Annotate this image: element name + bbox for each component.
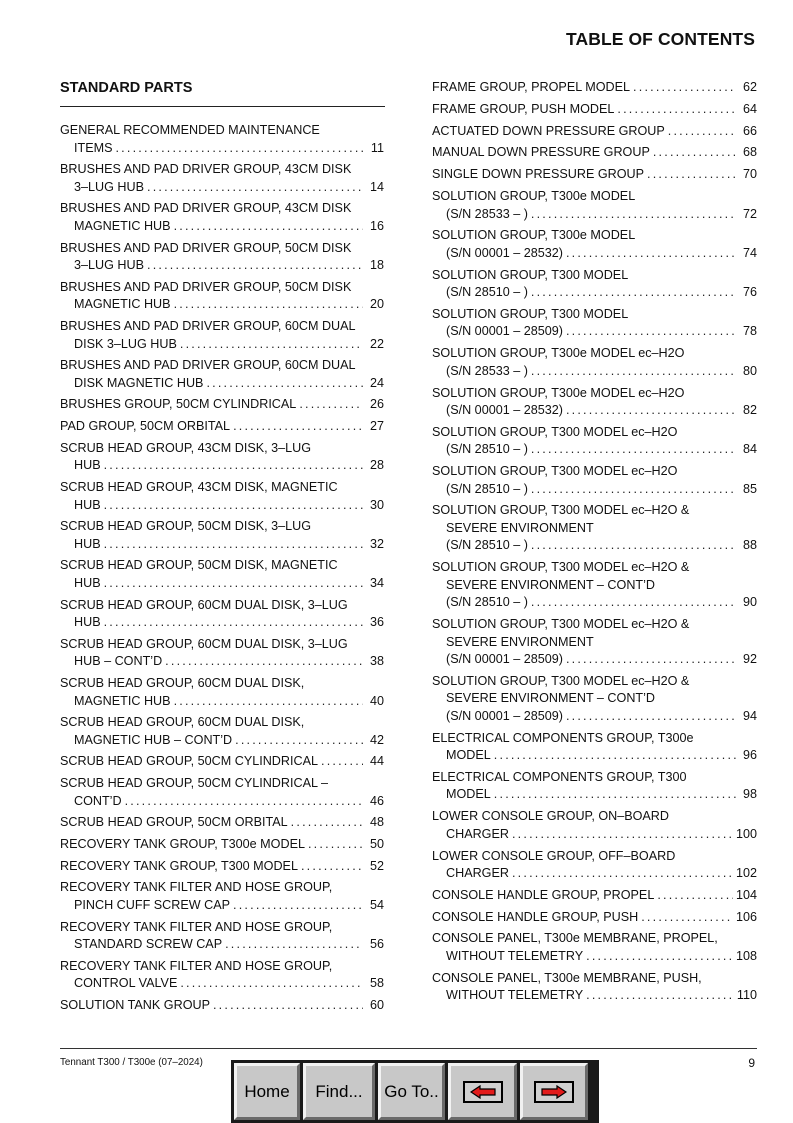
toc-page-number: 46 xyxy=(369,793,384,808)
toc-entry-title: SOLUTION GROUP, T300e MODEL ec–H2O xyxy=(432,346,685,361)
toc-entry-title: CONT’D xyxy=(74,793,122,808)
toc-entry[interactable] xyxy=(432,673,757,726)
previous-page-button[interactable] xyxy=(448,1063,517,1120)
toc-page-number: 74 xyxy=(742,245,757,260)
toc-entry-title: FRAME GROUP, PUSH MODEL xyxy=(432,101,615,116)
dot-leader xyxy=(494,786,736,803)
toc-entry[interactable] xyxy=(60,396,384,414)
toc-entry-title: CONSOLE HANDLE GROUP, PUSH xyxy=(432,909,639,924)
dot-leader xyxy=(494,747,736,764)
dot-leader xyxy=(566,245,736,262)
toc-entry-title: SEVERE ENVIRONMENT – CONT’D xyxy=(446,577,655,592)
dot-leader xyxy=(147,179,363,196)
toc-page-number: 26 xyxy=(369,397,384,412)
dot-leader xyxy=(104,614,363,631)
toc-entry[interactable] xyxy=(432,385,757,420)
toc-entry-title: (S/N 28510 – ) xyxy=(446,595,528,610)
toc-page-number: 84 xyxy=(742,442,757,457)
dot-leader xyxy=(213,997,363,1014)
toc-entry[interactable] xyxy=(432,123,757,141)
toc-page-number: 20 xyxy=(369,297,384,312)
dot-leader xyxy=(291,814,363,831)
dot-leader xyxy=(531,363,736,380)
dot-leader xyxy=(647,166,736,183)
toc-entry-title: PAD GROUP, 50CM ORBITAL xyxy=(60,419,231,434)
toc-entry[interactable] xyxy=(432,227,757,262)
toc-entry-title: GENERAL RECOMMENDED MAINTENANCE xyxy=(60,123,320,137)
toc-entry[interactable] xyxy=(60,418,384,436)
toc-page-number: 96 xyxy=(742,748,757,763)
toc-page-number: 76 xyxy=(742,285,757,300)
toc-entry-title: 3–LUG HUB xyxy=(74,258,144,273)
navigation-bar xyxy=(231,1060,599,1123)
dot-leader xyxy=(617,101,736,118)
dot-leader xyxy=(104,536,363,553)
toc-entry[interactable] xyxy=(60,714,384,749)
toc-entry-title: RECOVERY TANK FILTER AND HOSE GROUP, xyxy=(60,958,333,973)
toc-entry-title: MODEL xyxy=(446,748,491,763)
toc-entry[interactable] xyxy=(432,930,757,965)
toc-entry-title: SOLUTION GROUP, T300 MODEL ec–H2O & xyxy=(432,673,690,688)
footer-page-number: 9 xyxy=(748,1056,755,1070)
toc-entry[interactable] xyxy=(60,479,384,514)
toc-page-number: 100 xyxy=(735,826,757,841)
toc-entry-title: SCRUB HEAD GROUP, 60CM DUAL DISK, xyxy=(60,715,305,730)
toc-page-number: 50 xyxy=(369,837,384,851)
toc-entry[interactable] xyxy=(432,144,757,162)
toc-entry[interactable] xyxy=(60,518,384,553)
dot-leader xyxy=(512,865,733,882)
dot-leader xyxy=(225,936,363,953)
toc-entry-title: DISK 3–LUG HUB xyxy=(74,336,177,351)
toc-entry[interactable] xyxy=(60,775,384,810)
toc-entry-title: BRUSHES AND PAD DRIVER GROUP, 50CM DISK xyxy=(60,279,352,294)
toc-page-number: 106 xyxy=(735,909,757,924)
toc-entry-title: SCRUB HEAD GROUP, 60CM DUAL DISK, xyxy=(60,676,305,690)
toc-entry-title: SOLUTION GROUP, T300 MODEL xyxy=(432,306,629,321)
toc-entry-title: RECOVERY TANK GROUP, T300e MODEL xyxy=(60,837,305,851)
toc-entry-title: SCRUB HEAD GROUP, 60CM DUAL DISK, 3–LUG xyxy=(60,597,348,612)
toc-page-number: 64 xyxy=(742,101,757,116)
toc-entry-title: SEVERE ENVIRONMENT – CONT’D xyxy=(446,691,655,706)
toc-page-number: 78 xyxy=(742,324,757,339)
dot-leader xyxy=(566,323,736,340)
toc-entry[interactable] xyxy=(60,357,384,392)
dot-leader xyxy=(147,257,363,274)
toc-entry[interactable] xyxy=(432,887,757,905)
toc-entry-title: WITHOUT TELEMETRY xyxy=(446,948,584,963)
toc-entry[interactable] xyxy=(432,345,757,380)
left-arrow-icon xyxy=(463,1081,503,1103)
toc-entry-title: MAGNETIC HUB – CONT’D xyxy=(74,732,233,747)
toc-page-number: 82 xyxy=(742,403,757,417)
toc-entry[interactable] xyxy=(432,267,757,302)
toc-page-number: 66 xyxy=(742,123,757,138)
dot-leader xyxy=(308,836,363,853)
dot-leader xyxy=(566,708,736,725)
toc-page-number: 48 xyxy=(369,815,384,830)
toc-entry-title: HUB xyxy=(74,458,101,473)
dot-leader xyxy=(633,79,736,96)
toc-page-number: 18 xyxy=(369,258,384,273)
toc-entry-title: MODEL xyxy=(446,787,491,802)
toc-entry[interactable] xyxy=(60,597,384,632)
toc-entry-title: SCRUB HEAD GROUP, 43CM DISK, MAGNETIC xyxy=(60,480,338,494)
dot-leader xyxy=(531,441,736,458)
dot-leader xyxy=(301,858,363,875)
toc-entry-title: (S/N 28533 – ) xyxy=(446,363,528,378)
toc-entry-title: SOLUTION GROUP, T300e MODEL xyxy=(432,228,636,243)
toc-page-number: 38 xyxy=(369,654,384,669)
toc-entry-title: 3–LUG HUB xyxy=(74,179,144,194)
toc-entry-title: MAGNETIC HUB xyxy=(74,218,171,233)
toc-entry-title: FRAME GROUP, PROPEL MODEL xyxy=(432,80,631,94)
toc-entry[interactable] xyxy=(432,616,757,669)
dot-leader xyxy=(586,948,733,965)
toc-entry-title: SOLUTION GROUP, T300 MODEL xyxy=(432,267,629,282)
toc-entry-title: RECOVERY TANK GROUP, T300 MODEL xyxy=(60,858,298,873)
toc-entry[interactable] xyxy=(432,79,757,97)
toc-entry[interactable] xyxy=(60,122,384,157)
dot-leader xyxy=(657,887,733,904)
toc-page-number: 108 xyxy=(735,948,757,963)
toc-page-number: 102 xyxy=(735,866,757,880)
toc-entry-title: SOLUTION GROUP, T300 MODEL ec–H2O xyxy=(432,424,678,439)
toc-entry-title: BRUSHES AND PAD DRIVER GROUP, 60CM DUAL xyxy=(60,319,356,333)
toc-entry[interactable] xyxy=(432,424,757,459)
dot-leader xyxy=(566,402,736,419)
toc-entry-title: DISK MAGNETIC HUB xyxy=(74,375,204,390)
dot-leader xyxy=(531,206,736,223)
toc-page-number: 80 xyxy=(742,363,757,378)
toc-entry[interactable] xyxy=(60,997,384,1015)
toc-page-number: 16 xyxy=(369,218,384,233)
toc-page-number: 92 xyxy=(742,652,757,666)
section-divider xyxy=(60,106,385,107)
toc-entry-title: HUB xyxy=(74,575,101,590)
toc-entry[interactable] xyxy=(432,101,757,119)
toc-entry-title: BRUSHES GROUP, 50CM CYLINDRICAL xyxy=(60,397,297,412)
toc-page-number: 36 xyxy=(369,615,384,630)
toc-entry-title: PINCH CUFF SCREW CAP xyxy=(74,897,231,912)
dot-leader xyxy=(531,284,736,301)
toc-entry-title: (S/N 28510 – ) xyxy=(446,285,528,300)
toc-page-number: 60 xyxy=(369,998,384,1012)
toc-entry-title: ACTUATED DOWN PRESSURE GROUP xyxy=(432,123,665,138)
dot-leader xyxy=(104,497,363,514)
toc-entry-title: ITEMS xyxy=(74,140,113,155)
dot-leader xyxy=(566,651,736,668)
toc-page-number: 30 xyxy=(369,497,384,512)
toc-entry-title: (S/N 00001 – 28532) xyxy=(446,403,563,417)
dot-leader xyxy=(115,140,363,157)
toc-entry[interactable] xyxy=(432,769,757,804)
toc-entry-title: BRUSHES AND PAD DRIVER GROUP, 50CM DISK xyxy=(60,240,352,255)
dot-leader xyxy=(586,987,734,1004)
right-arrow-icon xyxy=(534,1081,574,1103)
toc-entry[interactable] xyxy=(432,166,757,184)
toc-page-number: 14 xyxy=(369,179,384,194)
dot-leader xyxy=(235,732,363,749)
footer-divider xyxy=(60,1048,757,1049)
dot-leader xyxy=(165,653,363,670)
dot-leader xyxy=(531,537,736,554)
dot-leader xyxy=(531,594,736,611)
toc-page-number: 56 xyxy=(369,937,384,952)
toc-entry-title: BRUSHES AND PAD DRIVER GROUP, 43CM DISK xyxy=(60,201,352,216)
toc-entry-title: ELECTRICAL COMPONENTS GROUP, T300e xyxy=(432,730,694,745)
toc-entry[interactable] xyxy=(432,188,757,223)
toc-entry[interactable] xyxy=(60,919,384,954)
toc-entry-title: ELECTRICAL COMPONENTS GROUP, T300 xyxy=(432,769,687,784)
dot-leader xyxy=(653,144,736,161)
dot-leader xyxy=(668,123,736,140)
toc-entry[interactable] xyxy=(60,836,384,854)
toc-entry-title: SEVERE ENVIRONMENT xyxy=(446,634,594,649)
toc-page-number: 88 xyxy=(742,538,757,553)
toc-entry-title: SCRUB HEAD GROUP, 50CM DISK, MAGNETIC xyxy=(60,558,338,573)
toc-entry-title: MAGNETIC HUB xyxy=(74,693,171,708)
toc-entry-title: SOLUTION GROUP, T300 MODEL ec–H2O & xyxy=(432,617,690,631)
dot-leader xyxy=(531,481,736,498)
toc-entry[interactable] xyxy=(60,200,384,235)
toc-page-number: 27 xyxy=(369,419,384,434)
toc-page-number: 32 xyxy=(369,536,384,551)
toc-entry-title: LOWER CONSOLE GROUP, OFF–BOARD xyxy=(432,848,676,863)
toc-entry-title: MAGNETIC HUB xyxy=(74,297,171,312)
toc-page-number: 62 xyxy=(742,80,757,94)
toc-entry-title: SOLUTION TANK GROUP xyxy=(60,998,210,1012)
toc-entry-title: SINGLE DOWN PRESSURE GROUP xyxy=(432,167,645,182)
toc-entry[interactable] xyxy=(432,463,757,498)
toc-entry[interactable] xyxy=(60,440,384,475)
toc-entry-title: (S/N 28533 – ) xyxy=(446,206,528,221)
toc-entry[interactable] xyxy=(60,879,384,914)
toc-entry-title: SOLUTION GROUP, T300e MODEL xyxy=(432,189,636,203)
toc-entry-title: SCRUB HEAD GROUP, 50CM CYLINDRICAL – xyxy=(60,776,329,791)
dot-leader xyxy=(512,826,733,843)
dot-leader xyxy=(641,909,733,926)
toc-entry-title: (S/N 28510 – ) xyxy=(446,442,528,457)
toc-entry-title: HUB – CONT’D xyxy=(74,654,163,669)
toc-page-number: 68 xyxy=(742,145,757,160)
toc-page-number: 70 xyxy=(742,167,757,182)
toc-entry[interactable] xyxy=(60,858,384,876)
goto-button[interactable]: Go To.. xyxy=(378,1063,445,1120)
toc-page-number: 85 xyxy=(742,481,757,496)
toc-entry-title: CONSOLE HANDLE GROUP, PROPEL xyxy=(432,887,655,902)
toc-entry-title: (S/N 28510 – ) xyxy=(446,481,528,496)
toc-entry-title: STANDARD SCREW CAP xyxy=(74,937,223,952)
toc-entry-title: SOLUTION GROUP, T300e MODEL ec–H2O xyxy=(432,385,685,400)
toc-entry[interactable] xyxy=(60,814,384,832)
toc-entry[interactable] xyxy=(432,848,757,883)
toc-page-number: 40 xyxy=(369,693,384,708)
toc-entry-title: CHARGER xyxy=(446,866,509,880)
toc-entry-title: MANUAL DOWN PRESSURE GROUP xyxy=(432,145,650,160)
toc-entry[interactable] xyxy=(432,909,757,927)
toc-entry[interactable] xyxy=(432,559,757,612)
toc-page-number: 110 xyxy=(736,988,757,1003)
toc-page-number: 42 xyxy=(369,732,384,747)
toc-entry[interactable] xyxy=(60,675,384,710)
section-heading: STANDARD PARTS xyxy=(60,80,193,96)
toc-page-number: 72 xyxy=(742,206,757,221)
dot-leader xyxy=(174,693,363,710)
toc-page-number: 28 xyxy=(369,458,384,473)
toc-entry[interactable] xyxy=(60,753,384,771)
toc-page-number: 11 xyxy=(370,140,384,155)
home-button[interactable]: Home xyxy=(234,1063,300,1120)
toc-entry-title: SCRUB HEAD GROUP, 43CM DISK, 3–LUG xyxy=(60,440,312,455)
toc-page-number: 54 xyxy=(369,897,384,912)
toc-entry-title: SCRUB HEAD GROUP, 60CM DUAL DISK, 3–LUG xyxy=(60,636,348,651)
dot-leader xyxy=(299,396,363,413)
toc-entry-title: (S/N 00001 – 28509) xyxy=(446,652,563,666)
dot-leader xyxy=(321,753,363,770)
dot-leader xyxy=(174,218,363,235)
toc-page-number: 90 xyxy=(742,595,757,610)
toc-entry-title: (S/N 00001 – 28532) xyxy=(446,245,563,260)
dot-leader xyxy=(180,336,363,353)
toc-entry[interactable] xyxy=(60,958,384,993)
toc-entry-title: SOLUTION GROUP, T300 MODEL ec–H2O & xyxy=(432,503,690,518)
toc-entry-title: RECOVERY TANK FILTER AND HOSE GROUP, xyxy=(60,919,333,934)
toc-entry-title: SOLUTION GROUP, T300 MODEL ec–H2O xyxy=(432,464,678,479)
toc-entry-title: CONSOLE PANEL, T300e MEMBRANE, PUSH, xyxy=(432,970,702,985)
toc-entry[interactable] xyxy=(432,808,757,843)
dot-leader xyxy=(233,897,363,914)
toc-entry[interactable] xyxy=(60,279,384,314)
dot-leader xyxy=(233,418,363,435)
toc-entry-title: (S/N 00001 – 28509) xyxy=(446,324,563,339)
toc-entry[interactable] xyxy=(432,970,757,1005)
toc-page-number: 34 xyxy=(369,575,384,590)
find-button[interactable]: Find... xyxy=(303,1063,375,1120)
footer-doc-id: Tennant T300 / T300e (07–2024) xyxy=(60,1057,203,1068)
toc-page-number: 22 xyxy=(369,336,384,351)
toc-entry-title: RECOVERY TANK FILTER AND HOSE GROUP, xyxy=(60,880,333,895)
toc-entry-title: CHARGER xyxy=(446,826,509,841)
toc-entry[interactable] xyxy=(432,730,757,765)
toc-entry-title: LOWER CONSOLE GROUP, ON–BOARD xyxy=(432,809,669,824)
dot-leader xyxy=(104,575,363,592)
toc-entry-title: WITHOUT TELEMETRY xyxy=(446,988,584,1003)
toc-page-number: 98 xyxy=(742,787,757,802)
toc-page-number: 58 xyxy=(369,976,384,991)
toc-entry-title: CONTROL VALVE xyxy=(74,976,178,991)
toc-entry-title: SEVERE ENVIRONMENT xyxy=(446,520,594,535)
dot-leader xyxy=(174,296,363,313)
toc-entry-title: BRUSHES AND PAD DRIVER GROUP, 43CM DISK xyxy=(60,162,352,177)
toc-entry-title: HUB xyxy=(74,497,101,512)
next-page-button[interactable] xyxy=(520,1063,588,1120)
toc-entry[interactable] xyxy=(432,306,757,341)
toc-entry-title: SCRUB HEAD GROUP, 50CM CYLINDRICAL xyxy=(60,754,318,769)
toc-entry[interactable] xyxy=(432,502,757,555)
dot-leader xyxy=(180,975,363,992)
dot-leader xyxy=(104,457,363,474)
toc-entry-title: BRUSHES AND PAD DRIVER GROUP, 60CM DUAL xyxy=(60,358,356,373)
toc-entry[interactable] xyxy=(60,240,384,275)
dot-leader xyxy=(206,375,363,392)
toc-entry[interactable] xyxy=(60,636,384,671)
toc-page-number: 104 xyxy=(735,887,757,902)
dot-leader xyxy=(125,793,363,810)
toc-entry-title: SCRUB HEAD GROUP, 50CM DISK, 3–LUG xyxy=(60,519,312,534)
toc-entry-title: (S/N 00001 – 28509) xyxy=(446,708,563,723)
toc-entry-title: (S/N 28510 – ) xyxy=(446,538,528,553)
toc-page-number: 24 xyxy=(369,375,384,390)
page-title: TABLE OF CONTENTS xyxy=(565,29,755,49)
toc-entry[interactable] xyxy=(60,161,384,196)
toc-entry[interactable] xyxy=(60,557,384,592)
toc-entry-title: HUB xyxy=(74,615,101,630)
toc-entry[interactable] xyxy=(60,318,384,353)
toc-page-number: 44 xyxy=(369,754,384,769)
toc-entry-title: SCRUB HEAD GROUP, 50CM ORBITAL xyxy=(60,815,288,830)
toc-entry-title: SOLUTION GROUP, T300 MODEL ec–H2O & xyxy=(432,560,690,575)
toc-entry-title: HUB xyxy=(74,536,101,551)
toc-entry-title: CONSOLE PANEL, T300e MEMBRANE, PROPEL, xyxy=(432,931,718,946)
toc-page-number: 52 xyxy=(369,858,384,873)
toc-page-number: 94 xyxy=(742,708,757,723)
